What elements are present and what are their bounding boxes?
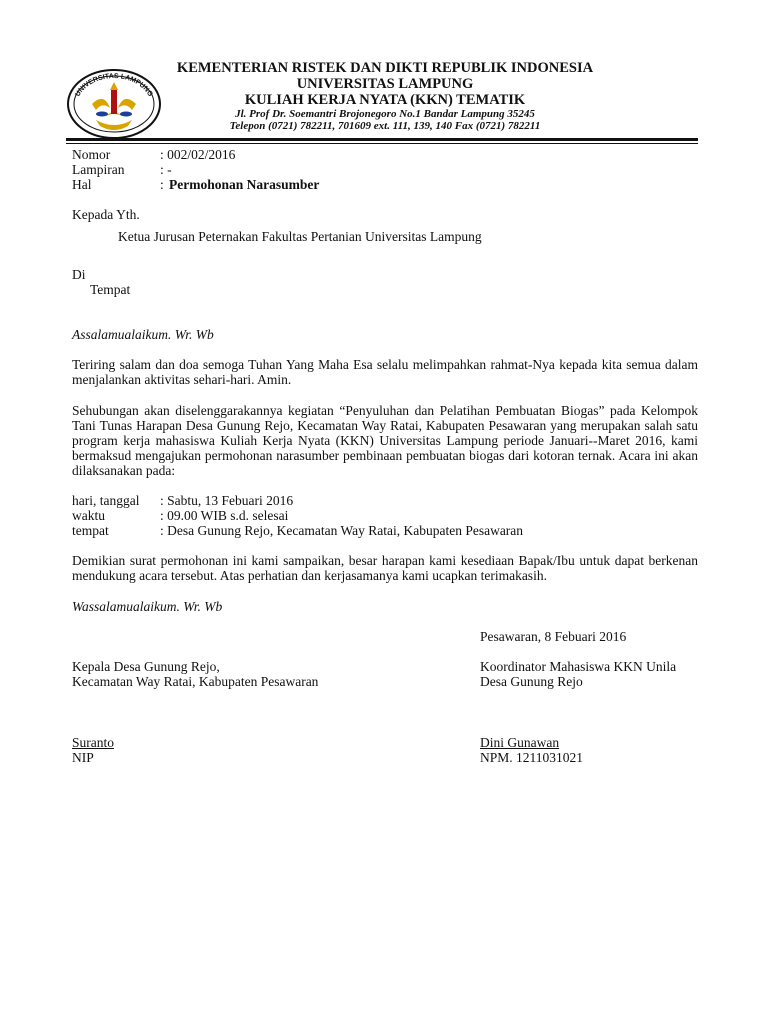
place-date: Pesawaran, 8 Febuari 2016 [480,629,627,644]
right-signatory-name: Dini Gunawan [480,735,560,750]
letterhead-divider-thick [66,138,698,141]
right-signatory-id: NPM. 1211031021 [480,750,584,765]
university-logo [66,68,162,140]
letterhead-program: KULIAH KERJA NYATA (KKN) TEMATIK [244,92,526,108]
meta-hal-value: Permohonan Narasumber [169,177,320,192]
detail-place-value: : Desa Gunung Rejo, Kecamatan Way Ratai, Kabupaten Pesawaran [160,523,524,538]
right-signatory-title: Koordinator Mahasiswa KKN Unila [480,659,677,674]
meta-nomor-value: : 002/02/2016 [160,147,236,162]
right-signatory-office: Desa Gunung Rejo [480,674,583,689]
letterhead-ministry: KEMENTERIAN RISTEK DAN DIKTI REPUBLIK INDONESIA [176,60,594,76]
recipient-greeting: Kepada Yth. [72,207,140,222]
left-signatory-name: Suranto [72,735,114,750]
paragraph-purpose: Sehubungan akan diselenggarakannya kegiatan “Penyuluhan dan Pelatihan Pembuatan Biogas” pada Kelompok Tani Tunas Harapan Desa Gunung Rejo, Kecamatan Way Ratai, Kabupaten Pesawaran yang merupakan salah satu program kerja mahasiswa Kuliah Kerja Nyata (KKN) Universitas Lampung periode Januari--Maret 2016, kami bermaksud mengajukan permohonan narasumber pembinaan pembuatan biogas dari kotoran ternak. Acara ini akan dilaksanakan pada: [72,403,698,478]
letterhead-address: Jl. Prof Dr. Soemantri Brojonegoro No.1 Bandar Lampung 35245 [235,108,535,120]
logo-arc-text: UNIVERSITAS LAMPUNG [74,72,154,98]
letterhead-university: UNIVERSITAS LAMPUNG [296,76,474,92]
recipient-di: Di [72,267,86,282]
recipient-place: Tempat [90,282,131,297]
paragraph-closing: Demikian surat permohonan ini kami sampaikan, besar harapan kami kesediaan Bapak/Ibu untuk dapat berkenan mendukung acara tersebut. Atas perhatian dan kerjasamanya kami ucapkan terimakasih. [72,553,698,583]
detail-time-value: : 09.00 WIB s.d. selesai [160,508,289,523]
meta-lampiran-value: : - [160,162,172,177]
left-signatory-id: NIP [72,750,94,765]
detail-date-label: hari, tanggal [72,493,140,508]
meta-nomor-label: Nomor [72,147,111,162]
meta-hal-label: Hal [72,177,92,192]
left-signatory-office: Kecamatan Way Ratai, Kabupaten Pesawaran [72,674,319,689]
recipient-name: Ketua Jurusan Peternakan Fakultas Pertanian Universitas Lampung [118,229,482,244]
meta-lampiran-label: Lampiran [72,162,125,177]
letterhead-phone: Telepon (0721) 782211, 701609 ext. 111, 139, 140 Fax (0721) 782211 [229,120,541,132]
meta-hal-colon: : [160,177,164,192]
detail-date-value: : Sabtu, 13 Febuari 2016 [160,493,294,508]
letterhead-divider-thin [66,143,698,144]
detail-time-label: waktu [72,508,105,523]
detail-place-label: tempat [72,523,109,538]
paragraph-greeting: Teriring salam dan doa semoga Tuhan Yang Maha Esa selalu melimpahkan rahmat-Nya kepada kita semua dalam menjalankan aktivitas sehari-hari. Amin. [72,357,698,387]
left-signatory-title: Kepala Desa Gunung Rejo, [72,659,220,674]
opening-salutation: Assalamualaikum. Wr. Wb [72,327,214,342]
closing-salutation: Wassalamualaikum. Wr. Wb [72,599,223,614]
